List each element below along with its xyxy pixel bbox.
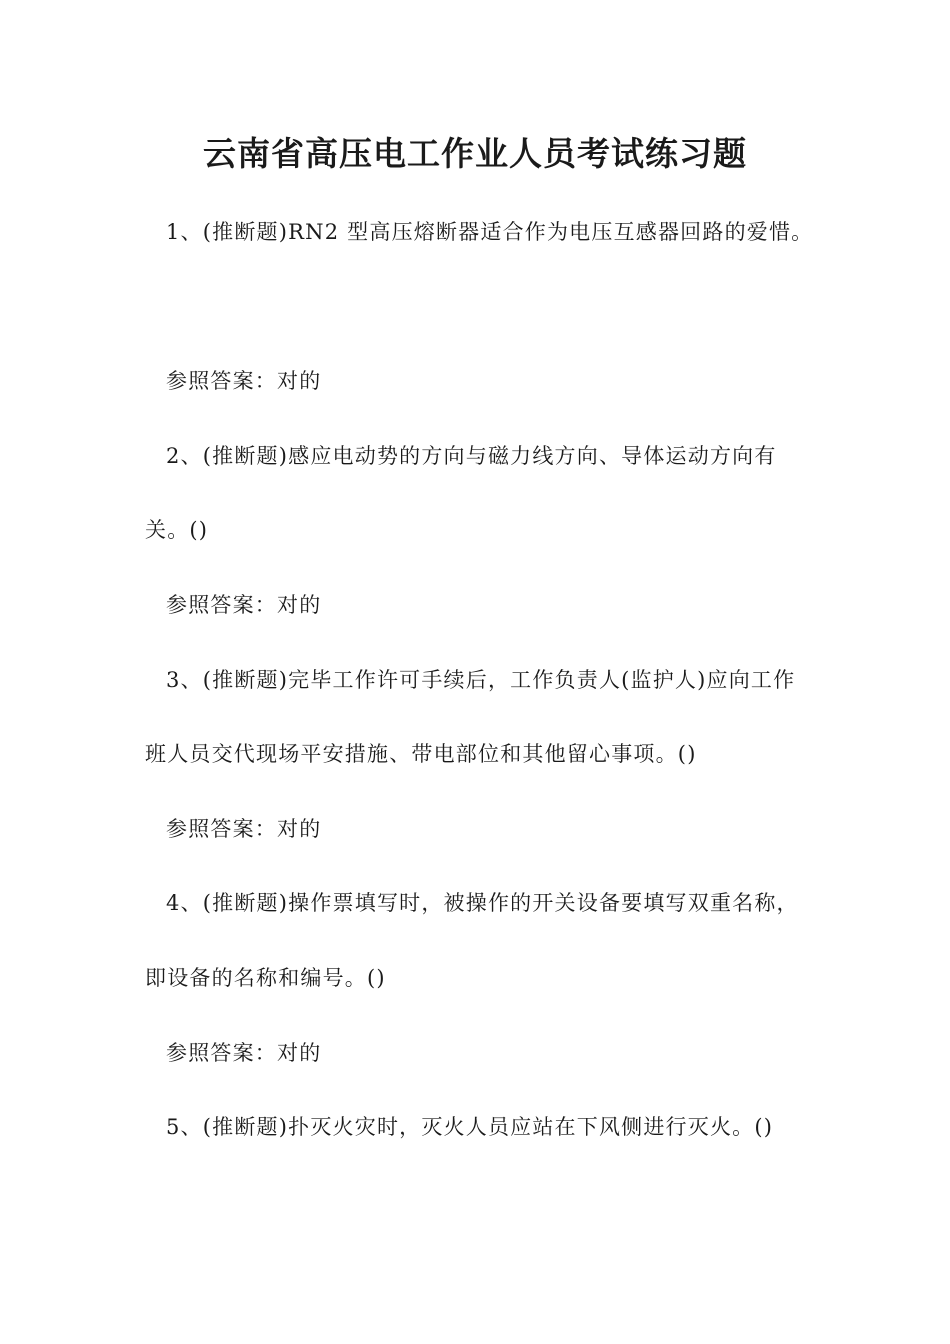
- question-2-text-cont: 关。(): [145, 518, 209, 542]
- document-title: 云南省高压电工作业人员考试练习题: [203, 134, 747, 173]
- question-4-answer: 参照答案：对的: [166, 1041, 322, 1065]
- question-3-text-cont: 班人员交代现场平安措施、带电部位和其他留心事项。(): [145, 742, 697, 766]
- question-1-text: 1、(推断题)RN2 型高压熔断器适合作为电压互感器回路的爱惜。: [166, 220, 814, 244]
- question-5-text: 5、(推断题)扑灭火灾时，灭火人员应站在下风侧进行灭火。(): [166, 1115, 774, 1139]
- question-2-text: 2、(推断题)感应电动势的方向与磁力线方向、导体运动方向有: [166, 444, 777, 468]
- question-4-text-cont: 即设备的名称和编号。(): [145, 966, 386, 990]
- question-4-text: 4、(推断题)操作票填写时，被操作的开关设备要填写双重名称，: [166, 891, 799, 915]
- question-3-answer: 参照答案：对的: [166, 817, 322, 841]
- question-2-answer: 参照答案：对的: [166, 593, 322, 617]
- question-1-answer: 参照答案：对的: [166, 369, 322, 393]
- question-3-text: 3、(推断题)完毕工作许可手续后，工作负责人(监护人)应向工作: [166, 668, 796, 692]
